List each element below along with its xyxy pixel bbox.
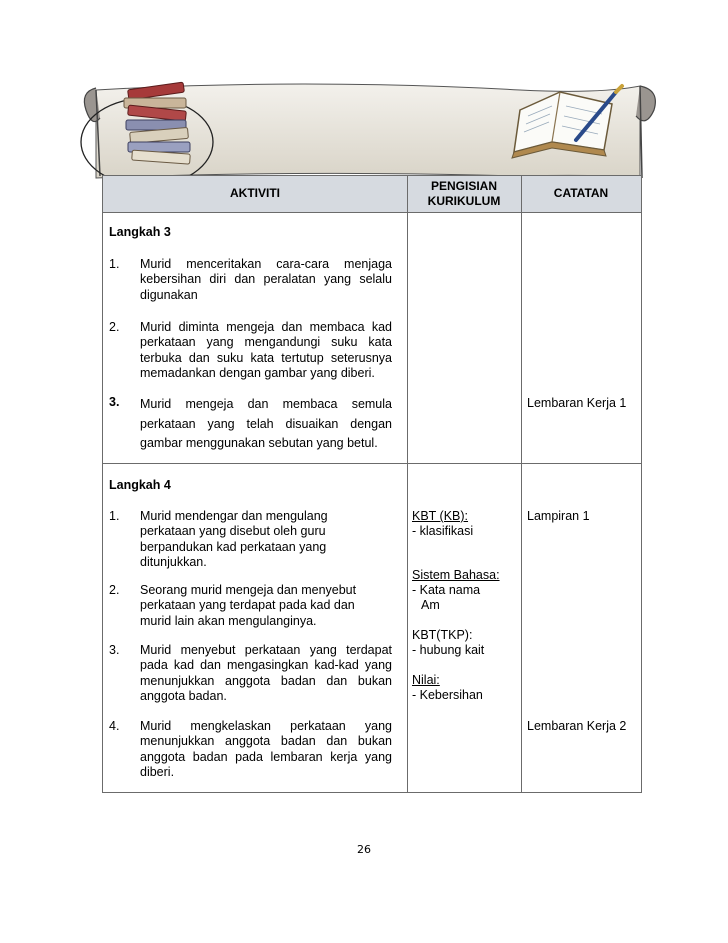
kbt-kb-label: KBT (KB): — [412, 509, 469, 523]
sistem-bahasa-item-cont: Am — [421, 598, 440, 612]
activity-text: Murid diminta mengeja dan membaca kad perkataan yang mengandungi suku kata terbuka dan suku kata tertutup seterusnya memadankan dengan gambar yang diberi. — [140, 320, 392, 380]
header-catatan: CATATAN — [553, 186, 609, 200]
row-divider — [103, 463, 641, 464]
activity-text: Murid mengeja dan membaca semula perkataan yang telah disuaikan dengan gambar menggunakan sebutan yang betul. — [140, 397, 392, 450]
activity-text: Murid menyebut perkataan yang terdapat pada kad dan mengasingkan kad-kad yang menunjukkan anggota badan dan bukan anggota badan. — [140, 643, 392, 703]
item-number: 1. — [109, 257, 120, 271]
column-divider — [521, 176, 522, 792]
activity-text: Murid menceritakan cara-cara menjaga kebersihan diri dan peralatan yang selalu digunakan — [140, 257, 392, 302]
item-number: 3. — [109, 395, 120, 409]
sistem-bahasa-item: - Kata nama — [412, 583, 481, 597]
kbt-kb-item: - klasifikasi — [412, 524, 474, 538]
item-number: 4. — [109, 719, 120, 733]
lesson-table — [102, 175, 642, 793]
activity-text: Seorang murid mengeja dan menyebut perkataan yang terdapat pada kad dan murid lain akan mengulanginya. — [140, 583, 357, 628]
kbt-tkp-item: - hubung kait — [412, 643, 485, 657]
item-number: 1. — [109, 509, 120, 523]
column-divider — [407, 176, 408, 792]
activity-text: Murid mengkelaskan perkataan yang menunjukkan anggota badan dan bukan anggota badan pada lembaran kerja yang diberi. — [140, 719, 392, 779]
header-pengisian-line2: KURIKULUM — [427, 194, 501, 208]
item-number: 3. — [109, 643, 120, 657]
sistem-bahasa-label: Sistem Bahasa: — [412, 568, 500, 582]
nilai-label: Nilai: — [412, 673, 440, 687]
item-number: 2. — [109, 320, 120, 334]
kbt-tkp-label: KBT(TKP): — [412, 628, 473, 642]
catatan-lembaran-kerja-2: Lembaran Kerja 2 — [527, 719, 627, 733]
activity-text: Murid mendengar dan mengulang perkataan yang disebut oleh guru berpandukan kad perkataan yang ditunjukkan. — [140, 509, 328, 569]
nilai-item: - Kebersihan — [412, 688, 483, 702]
header-pengisian-line1: PENGISIAN — [430, 179, 497, 193]
section-title-langkah-3: Langkah 3 — [109, 225, 171, 239]
scroll-banner-graphic — [0, 0, 728, 200]
section-title-langkah-4: Langkah 4 — [109, 478, 171, 492]
catatan-lampiran-1: Lampiran 1 — [527, 509, 590, 523]
header-pengisian-kurikulum — [407, 179, 521, 209]
header-banner — [0, 0, 728, 200]
header-aktiviti: AKTIVITI — [230, 186, 280, 200]
page-number: 26 — [357, 843, 371, 856]
catatan-lembaran-kerja-1: Lembaran Kerja 1 — [527, 396, 627, 410]
item-number: 2. — [109, 583, 120, 597]
